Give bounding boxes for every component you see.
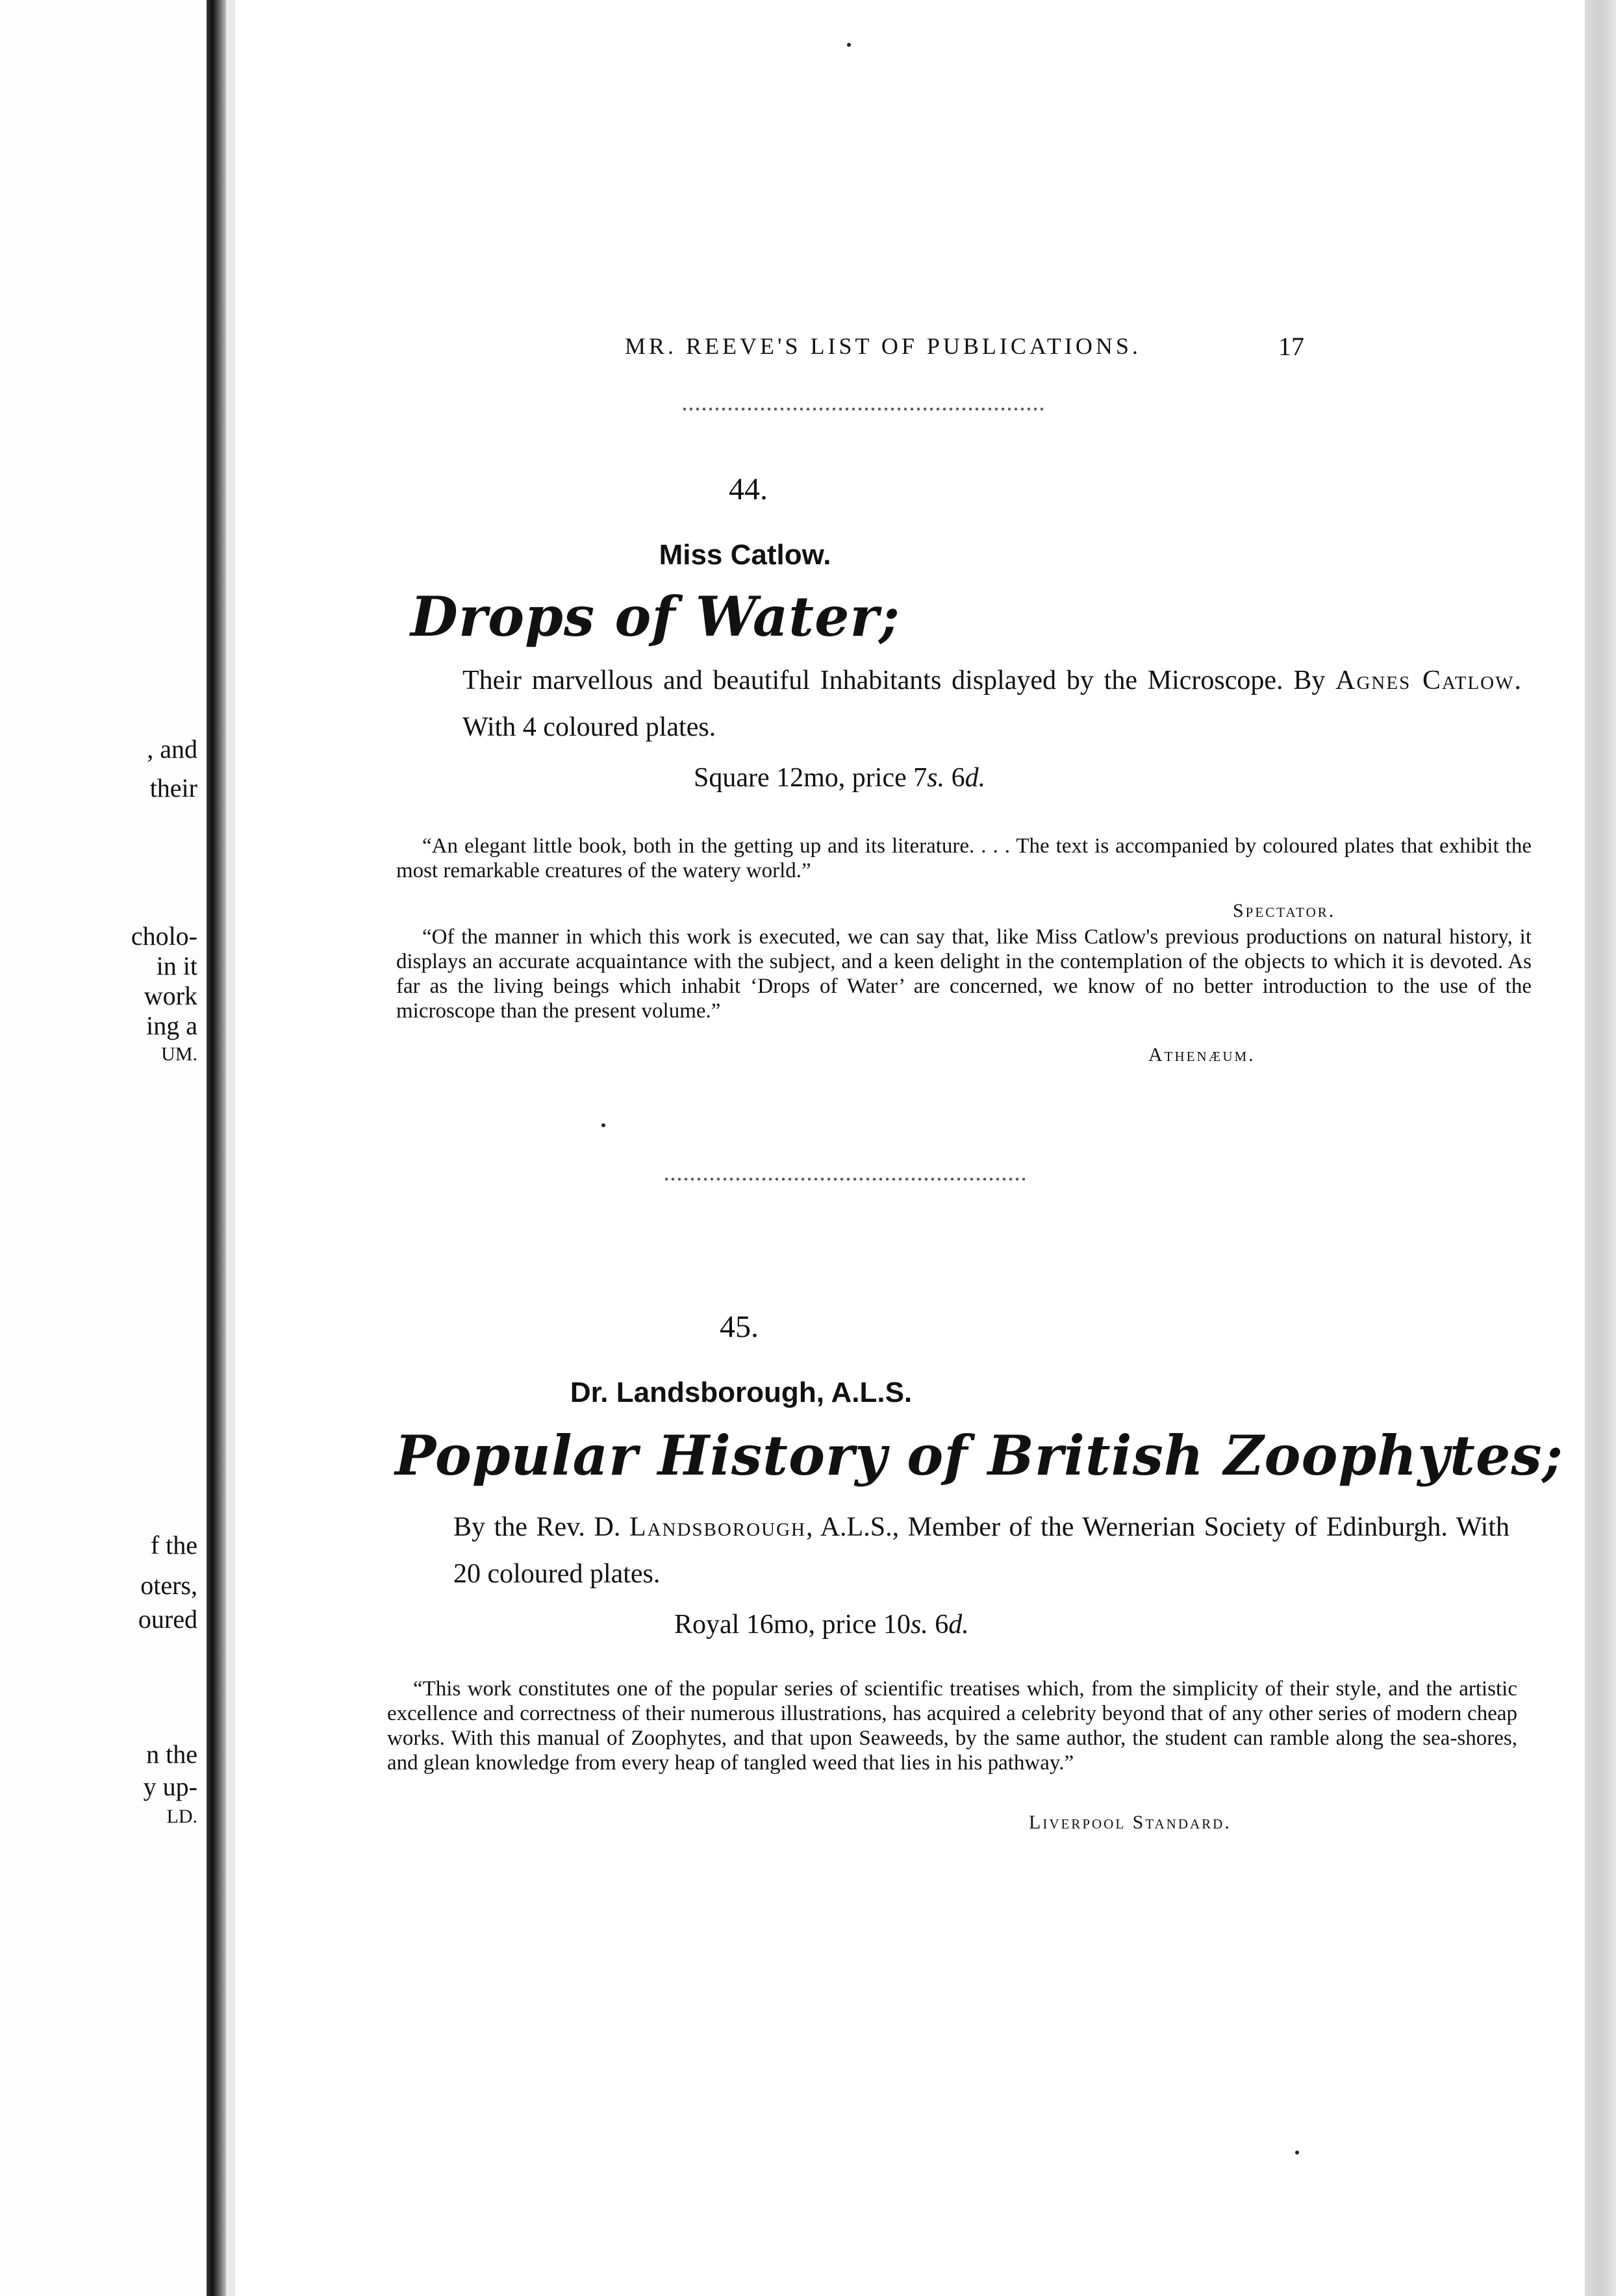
left-page-text-line: oters, (140, 1571, 197, 1600)
author-heading: Dr. Landsborough, A.L.S. (570, 1377, 913, 1408)
book-title: Drops of Water; (410, 584, 900, 649)
review-source: Spectator. (1233, 900, 1336, 921)
book-title: Popular History of British Zoophytes; (395, 1423, 1563, 1488)
left-page-text-line: LD. (166, 1806, 197, 1827)
description-author: Agnes Catlow (1335, 666, 1515, 695)
print-speck (1295, 2151, 1299, 2154)
description-text: By the Rev. D. (453, 1512, 629, 1542)
review-quote: “This work constitutes one of the popular series of scientific treatises which, from the simplicity of their style, and the artistic excellence and correctness of their numerous illustrations, has acquired a celebrity beyond that of any other series of modern cheap works. With this manual of Zoophytes, and that upon Seaweeds, by the same author, the student can ramble along the sea-shores, and glean knowledge from every heap of tangled weed that lies in his pathway.” (387, 1677, 1517, 1775)
left-page-text-line: f the (150, 1530, 197, 1560)
description-text: , A.L.S., Member of the Wernerian Society of Edinburgh. With 20 coloured plates. (453, 1512, 1509, 1589)
ornamental-rule (682, 406, 1046, 412)
running-head: MR. REEVE'S LIST OF PUBLICATIONS. (625, 333, 1141, 359)
price-text: 6 (928, 1610, 949, 1640)
review-source: Liverpool Standard. (1029, 1812, 1231, 1833)
price-pence: d. (965, 763, 986, 793)
entry-number: 44. (729, 472, 768, 506)
left-page-text-line: n the (146, 1740, 197, 1769)
price-text: 6 (944, 763, 965, 793)
left-page-text-line: y up- (143, 1772, 197, 1801)
left-page-text-line: their (149, 773, 197, 803)
page-number: 17 (1278, 332, 1304, 361)
price-shillings: s. (927, 763, 945, 793)
price-line (674, 1609, 969, 1640)
description-text: . With 4 coloured plates. (462, 666, 1521, 742)
left-page-text-line: in it (156, 951, 197, 980)
review-source: Athenæum. (1148, 1044, 1256, 1066)
price-line (694, 762, 985, 793)
price-pence: d. (948, 1610, 969, 1640)
book-description (462, 657, 1521, 751)
ornamental-rule (664, 1177, 1028, 1182)
page-edge (1585, 0, 1616, 2296)
print-speck (601, 1123, 605, 1127)
left-page-text-line: work (144, 981, 197, 1010)
review-quote: “An elegant little book, both in the getting up and its literature. . . . The text is accompanied by coloured plates that exhibit the most remarkable creatures of the watery world.” (396, 834, 1532, 882)
print-speck (847, 43, 851, 47)
description-text: Their marvellous and beautiful Inhabitants displayed by the Microscope. By (462, 666, 1336, 695)
left-page-text-line: UM. (161, 1043, 197, 1065)
description-author: Landsborough (629, 1512, 806, 1542)
book-description (453, 1504, 1509, 1597)
left-page-text-line: ing a (146, 1011, 197, 1040)
book-spine (207, 0, 226, 2296)
left-page-text-line: oured (138, 1604, 197, 1634)
price-text: Square 12mo, price 7 (694, 763, 928, 793)
author-heading: Miss Catlow. (659, 539, 831, 571)
price-text: Royal 16mo, price 10 (674, 1610, 911, 1640)
catalogue-page (235, 0, 1585, 2296)
left-page-text-line: , and (147, 734, 197, 764)
gutter-shadow (226, 0, 235, 2296)
price-shillings: s. (910, 1610, 928, 1640)
left-page-fragment (0, 0, 214, 2296)
entry-number: 45. (720, 1310, 759, 1344)
review-quote: “Of the manner in which this work is executed, we can say that, like Miss Catlow's previous productions on natural history, it displays an accurate acquaintance with the subject, and a keen delight in the contemplation of the objects to which it is devoted. As far as the living beings which inhabit ‘Drops of Water’ are concerned, we know of no better introduction to the use of the microscope than the present volume.” (396, 925, 1532, 1023)
left-page-text-line: cholo- (131, 921, 197, 951)
